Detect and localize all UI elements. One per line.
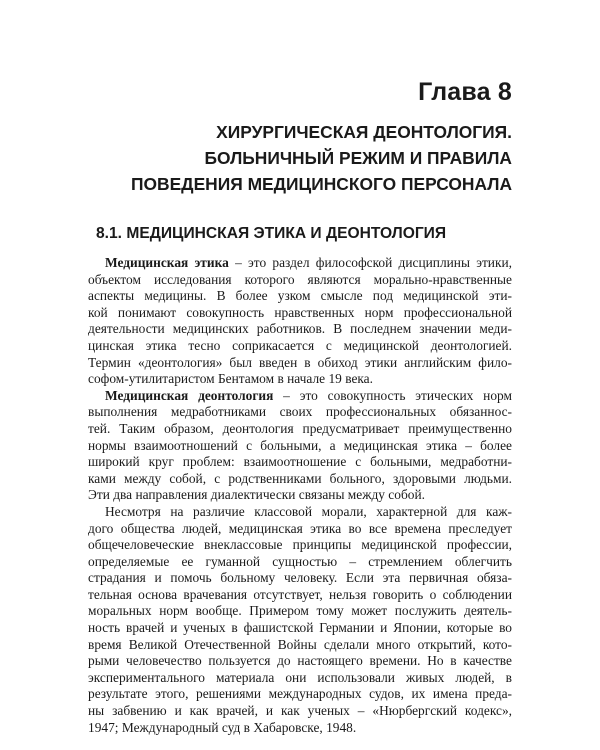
paragraph-line: Медицинская этика – это раздел философской дисциплины этики, (105, 255, 512, 270)
paragraph-line: софом-утилитаристом Бентамом в начале 19 века. (88, 371, 373, 387)
chapter-label: Глава 8 (418, 78, 512, 106)
paragraph-line: широкий круг проблем: взаимоотношение с больными, медработни- (88, 454, 512, 470)
paragraph-line: определяемые ее гуманной сущностью – стремлением облегчить (88, 553, 512, 569)
chapter-title-line: ПОВЕДЕНИЯ МЕДИЦИНСКОГО ПЕРСОНАЛА (131, 174, 512, 194)
paragraph-line: кой понимают совокупность нравственных норм профессиональной (88, 304, 512, 320)
paragraph-line: время Великой Отечественной Войны сделали много открытий, кото- (88, 636, 512, 652)
paragraph-line: дого общества людей, медицинская этика во все времена преследует (88, 520, 512, 536)
paragraph-line: Медицинская деонтология – это совокупность этических норм (105, 387, 512, 403)
paragraph-line: 1947; Международный суд в Хабаровске, 1948. (88, 719, 357, 735)
term-medical-deontology: Медицинская деонтология (105, 387, 274, 403)
paragraph-line: аспекты медицины. В более узком смысле под медицинской эти- (88, 288, 512, 304)
paragraph-line: нормы взаимоотношений с больными, а медицинская этика – более (88, 437, 512, 453)
paragraph-line: страдания и помочь больному человеку. Если эта первичная обяза- (88, 570, 512, 586)
paragraph-class-morality (88, 504, 512, 736)
paragraph-line: Термин «деонтология» был введен в обиход этики английским фило- (88, 354, 512, 370)
paragraph-line: ность врачей и ученых в фашистской Германии и Японии, которые во (88, 620, 512, 636)
term-medical-ethics: Медицинская этика (105, 255, 229, 270)
paragraph-medical-ethics (88, 255, 512, 388)
paragraph-line: рыми человечество пользуется до настоящего времени. Но в качестве (88, 653, 512, 669)
paragraph-line: экспериментального материала они использовали живых людей, в (88, 669, 512, 685)
paragraph-line: ками между собой, с родственниками больного, здоровыми людьми. (88, 470, 512, 486)
section-title: 8.1. МЕДИЦИНСКАЯ ЭТИКА И ДЕОНТОЛОГИЯ (96, 225, 447, 242)
paragraph-line: Эти два направления диалектически связаны между собой. (88, 487, 425, 503)
paragraph-line: деятельности медицинских работников. В последнем значении меди- (88, 321, 512, 337)
paragraph-line: общечеловеческие внеклассовые принципы медицинской профессии, (88, 537, 512, 553)
paragraph-line: тельная основа врачевания отсутствует, нельзя говорить о соблюдении (88, 586, 512, 602)
chapter-title-line: БОЛЬНИЧНЫЙ РЕЖИМ И ПРАВИЛА (204, 148, 512, 168)
paragraph-line: ны забвению и как врачей, и как ученых – «Нюрбергский кодекс», (88, 703, 512, 719)
paragraph-line: результате этого, решениями международных судов, их имена преда- (88, 686, 512, 702)
book-page (88, 78, 512, 736)
paragraph-line: тей. Таким образом, деонтология предусматривает преимущественно (88, 420, 512, 436)
chapter-title (88, 119, 512, 197)
paragraph-line: моральных норм вообще. Примером тому может послужить деятель- (88, 603, 512, 619)
paragraph-line: объектом исследования которого являются морально-нравственные (88, 271, 512, 287)
paragraph-line: Несмотря на различие классовой морали, характерной для каж- (105, 503, 512, 519)
paragraph-line: выполнения медработниками своих профессиональных обязаннос- (88, 404, 512, 420)
paragraph-medical-deontology (88, 388, 512, 504)
paragraph-line: цинская этика тесно соприкасается с медицинской деонтологией. (88, 337, 512, 353)
body-text (88, 255, 512, 736)
chapter-title-line: ХИРУРГИЧЕСКАЯ ДЕОНТОЛОГИЯ. (216, 122, 512, 142)
